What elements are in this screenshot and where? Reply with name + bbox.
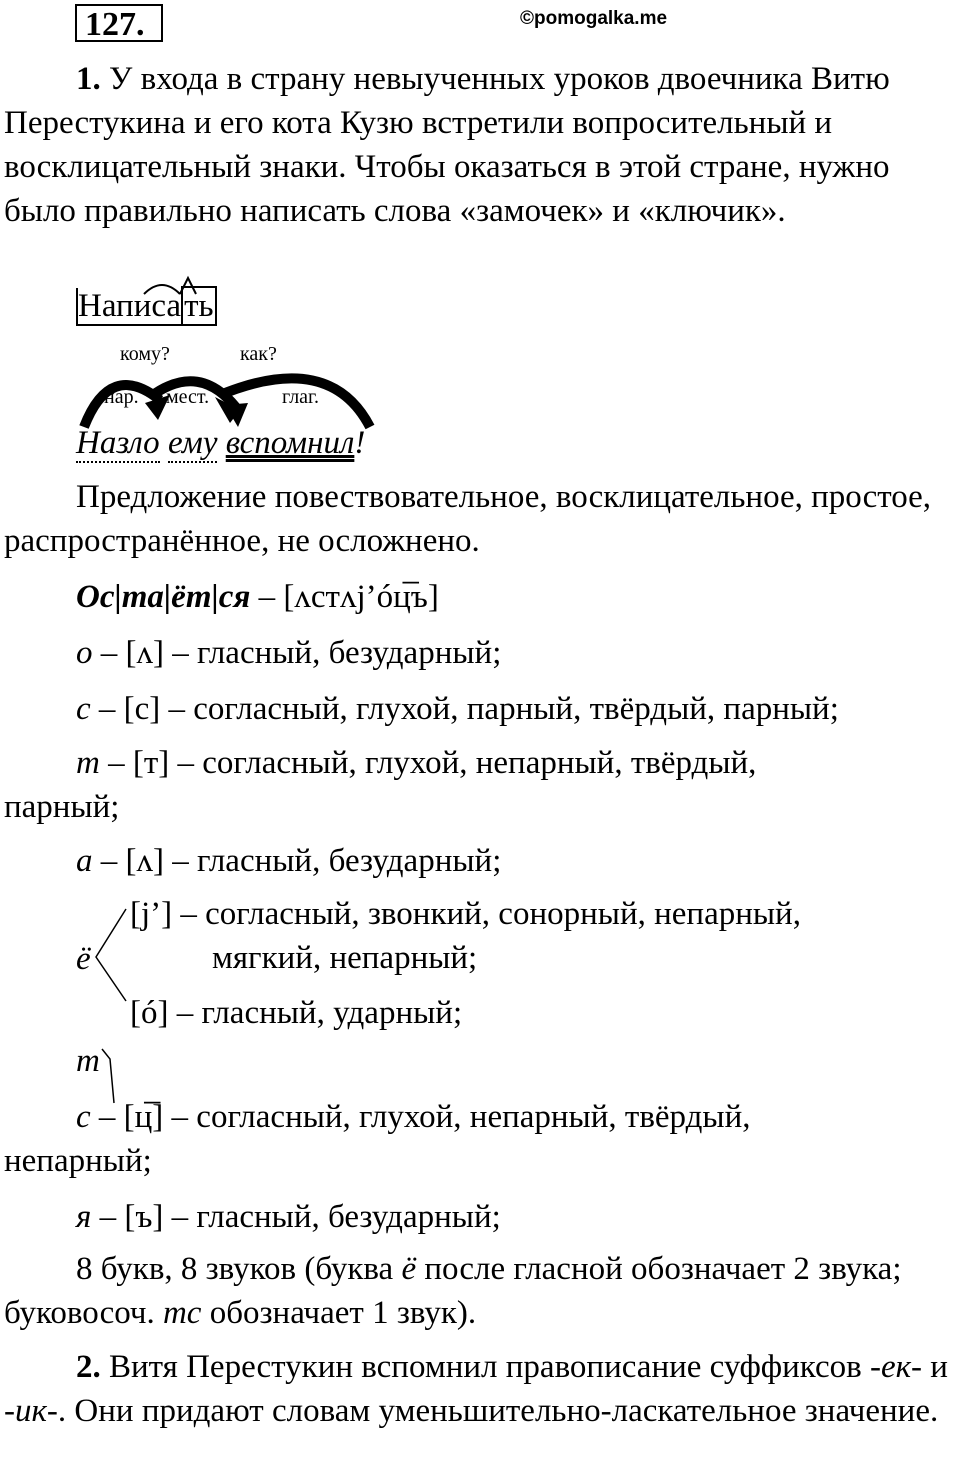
sound-row-a <box>76 840 501 884</box>
word-vspomnil: вспомнил <box>225 425 355 461</box>
part2-paragraph: 2. Витя Перестукин вспомнил правописание суффиксов -ек- и -ик-. Они придают словам уменьшительно-ласкательное значение. <box>4 1349 948 1429</box>
part2-number: 2. <box>76 1349 101 1385</box>
question-kому: кому? <box>120 343 170 365</box>
part1-text: У входа в страну невыученных уроков двоечника Витю Перестукина и его кота Кузю встретили вопросительный и восклицательный знаки. Чтобы оказаться в этой стране, нужно было правильно написать слова «замочек» и «ключик». <box>4 61 890 229</box>
letter-a: а <box>76 843 93 879</box>
part1-number: 1. <box>76 61 101 97</box>
word-stem: Написа <box>78 288 182 324</box>
sound-ts: – [ц̅] – согласный, глухой, непарный, твёрдый, <box>98 1099 751 1135</box>
sound-row-ya <box>76 1196 501 1240</box>
sound-row-t-cont: парный; <box>4 789 120 825</box>
sound-t: – [т] – согласный, глухой, непарный, твёрдый, <box>108 745 757 781</box>
letter-s: с <box>76 691 91 727</box>
word-nazlo: Назло <box>76 425 160 461</box>
letter-yo: ё <box>76 941 91 977</box>
sound-a: – [ʌ] – гласный, безударный; <box>100 843 502 879</box>
letter-t2: т <box>76 1043 100 1079</box>
summary: 8 букв, 8 звуков (буква ё после гласной обозначает 2 звука; буковосоч. тс обозначает 1 звук). <box>4 1251 902 1331</box>
sound-ya: – [ъ] – гласный, безударный; <box>99 1199 501 1235</box>
sound-row-ts <box>76 1096 750 1140</box>
watermark: ©pomogalka.me <box>520 8 668 29</box>
parsed-sentence <box>76 422 365 466</box>
label-adverb: нар. <box>104 386 139 408</box>
sound-yo-o: [ó] – гласный, ударный; <box>130 995 463 1031</box>
sound-row-t <box>76 742 756 786</box>
exclamation-mark: ! <box>354 425 366 461</box>
letter-o: о <box>76 635 93 671</box>
label-verb: глаг. <box>282 386 319 408</box>
part1-paragraph <box>4 58 959 234</box>
sound-s: – [с] – согласный, глухой, парный, твёрдый, парный; <box>98 691 839 727</box>
sound-row-ts-cont: непарный; <box>4 1143 152 1179</box>
root-arc-icon <box>140 272 220 298</box>
question-kak: как? <box>240 343 277 365</box>
exercise-number: 127. <box>75 4 163 42</box>
label-pronoun: мест. <box>166 386 210 408</box>
phonetic-word-syllables: Ос|та|ёт|ся <box>76 579 251 615</box>
sound-o: – [ʌ] – гласный, безударный; <box>100 635 502 671</box>
letter-t: т <box>76 745 100 781</box>
sentence-type: Предложение повествовательное, восклицательное, простое, распространённое, не осложнено. <box>4 479 932 559</box>
sound-row-o <box>76 632 501 676</box>
word-ending: ть <box>181 286 216 326</box>
letter-ya: я <box>76 1199 92 1235</box>
yo-branch-icon <box>94 905 130 1005</box>
sound-yo-j: [j’] – согласный, звонкий, сонорный, непарный, <box>130 896 801 932</box>
phonetic-transcription: – [ʌстʌj’óц̅ъ] <box>258 579 439 615</box>
word-emu: ему <box>167 425 218 461</box>
letter-s2: с <box>76 1099 91 1135</box>
sound-yo-j-cont: мягкий, непарный; <box>212 940 478 976</box>
sound-row-s <box>76 688 839 732</box>
phonetic-word <box>76 576 439 620</box>
